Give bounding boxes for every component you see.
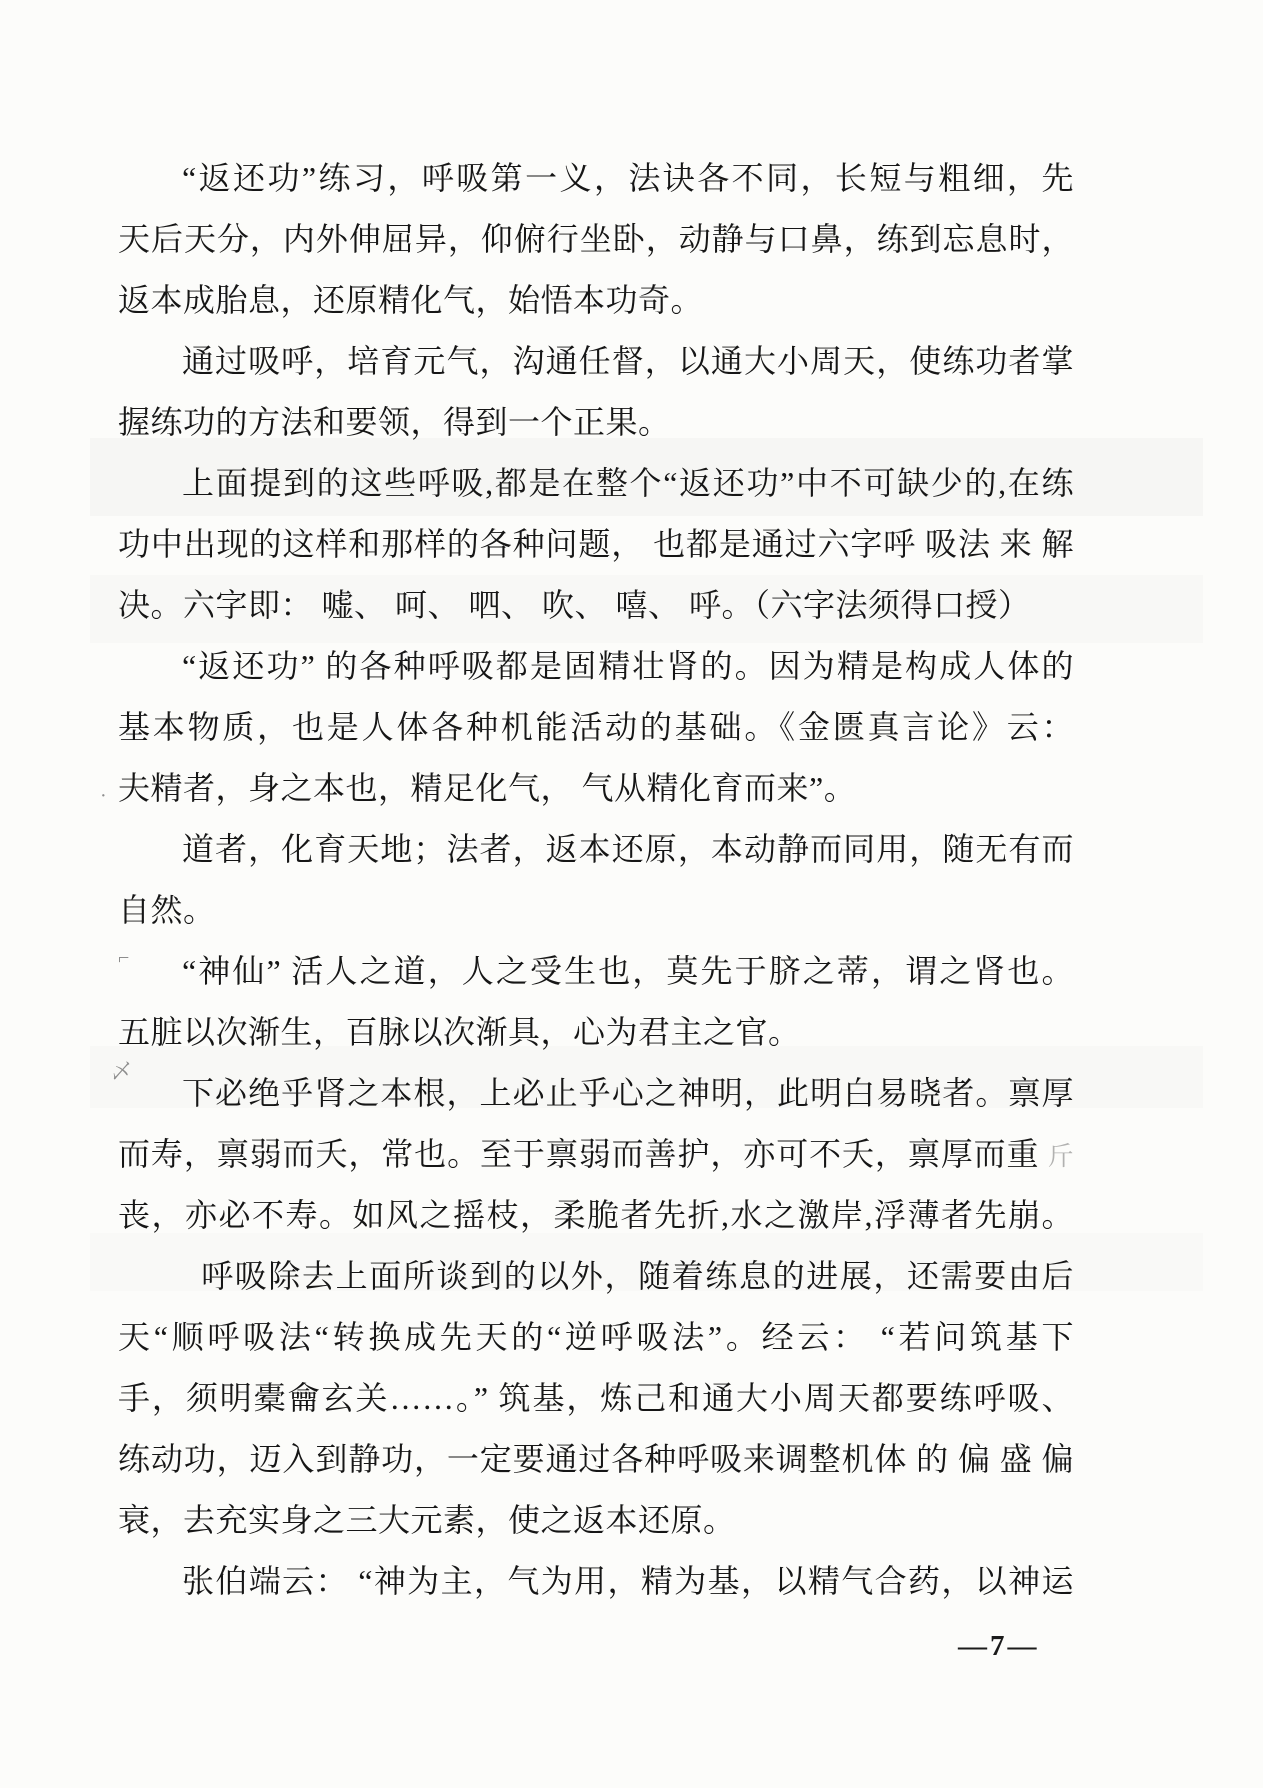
text-line: 天后天分，内外伸屈异，仰俯行坐卧，动静与口鼻，练到忘息时， [118,221,1074,257]
text-line: 五脏以次渐生，百脉以次渐具，心为君主之官。 [118,1014,801,1050]
text-line: “返还功”练习，呼吸第一义，法诀各不同，长短与粗细，先 [182,160,1074,196]
document-body [118,148,1074,1612]
scan-artifact-mark: 乄 [112,1061,132,1083]
text-line: 呼吸除去上面所谈到的以外，随着练息的进展，还需要由后 [201,1258,1074,1294]
text-line: “神仙” 活人之道，人之受生也，莫先于脐之蒂，谓之肾也。 [182,953,1074,989]
text-line: 自然。 [118,892,216,928]
text-line: 功中出现的这样和那样的各种问题， 也都是通过六字呼 吸法 来 解 [118,526,1074,562]
text-line: 返本成胎息，还原精化气，始悟本功奇。 [118,282,704,318]
page-number: —7— [958,1630,1040,1662]
text-line: “返还功” 的各种呼吸都是固精壮肾的。因为精是构成人体的 [182,648,1074,684]
text-line: 通过吸呼，培育元气，沟通任督，以通大小周天，使练功者掌 [182,343,1074,379]
paragraph [118,331,1074,453]
paragraph [118,453,1074,636]
scan-artifact-mark: · [100,785,107,807]
paragraph [118,1063,1074,1246]
text-line: 天“顺呼吸法“转换成先天的“逆呼吸法”。经云： “若问筑基下 [118,1319,1074,1355]
text-line: 丧，亦必不寿。如风之摇枝，柔脆者先折,水之激岸,浮薄者先崩。 [118,1197,1074,1233]
text-line: 基本物质，也是人体各种机能活动的基础。《金匮真言论》云： [118,709,1074,745]
text-line: 夫精者，身之本也，精足化气， 气从精化育而来”。 [118,770,857,806]
paragraph [118,636,1074,819]
paragraph [118,941,1074,1063]
text-line: 握练功的方法和要领，得到一个正果。 [118,404,671,440]
text-line: 而寿，禀弱而夭，常也。至于禀弱而善护，亦可不夭，禀厚而重 斤 [118,1136,1074,1172]
text-line: 衰，去充实身之三大元素，使之返本还原。 [118,1502,736,1538]
paragraph [118,1551,1074,1612]
text-line: 上面提到的这些呼吸,都是在整个“返还功”中不可缺少的,在练 [182,465,1074,501]
text-line: 练动功，迈入到静功，一定要通过各种呼吸来调整机体 的 偏 盛 偏 [118,1441,1074,1477]
text-line: 手，须明橐龠玄关……。” 筑基，炼己和通大小周天都要练呼吸、 [118,1380,1074,1416]
text-line: 决。六字即： 嘘、 呵、 呬、 吹、 嘻、 呼。（六字法须得口授） [118,587,1031,623]
faded-partial-glyph: 斤 [1047,1142,1074,1171]
paragraph [118,1246,1074,1551]
text-line: 下必绝乎肾之本根，上必止乎心之神明，此明白易晓者。禀厚 [182,1075,1074,1111]
paragraph [118,148,1074,331]
text-line: 道者，化育天地；法者，返本还原，本动静而同用，随无有而 [182,831,1074,867]
text-line: 张伯端云： “神为主，气为用，精为基，以精气合药，以神运 [182,1563,1074,1599]
scan-artifact-mark: ⌐ [118,947,130,969]
paragraph [118,819,1074,941]
